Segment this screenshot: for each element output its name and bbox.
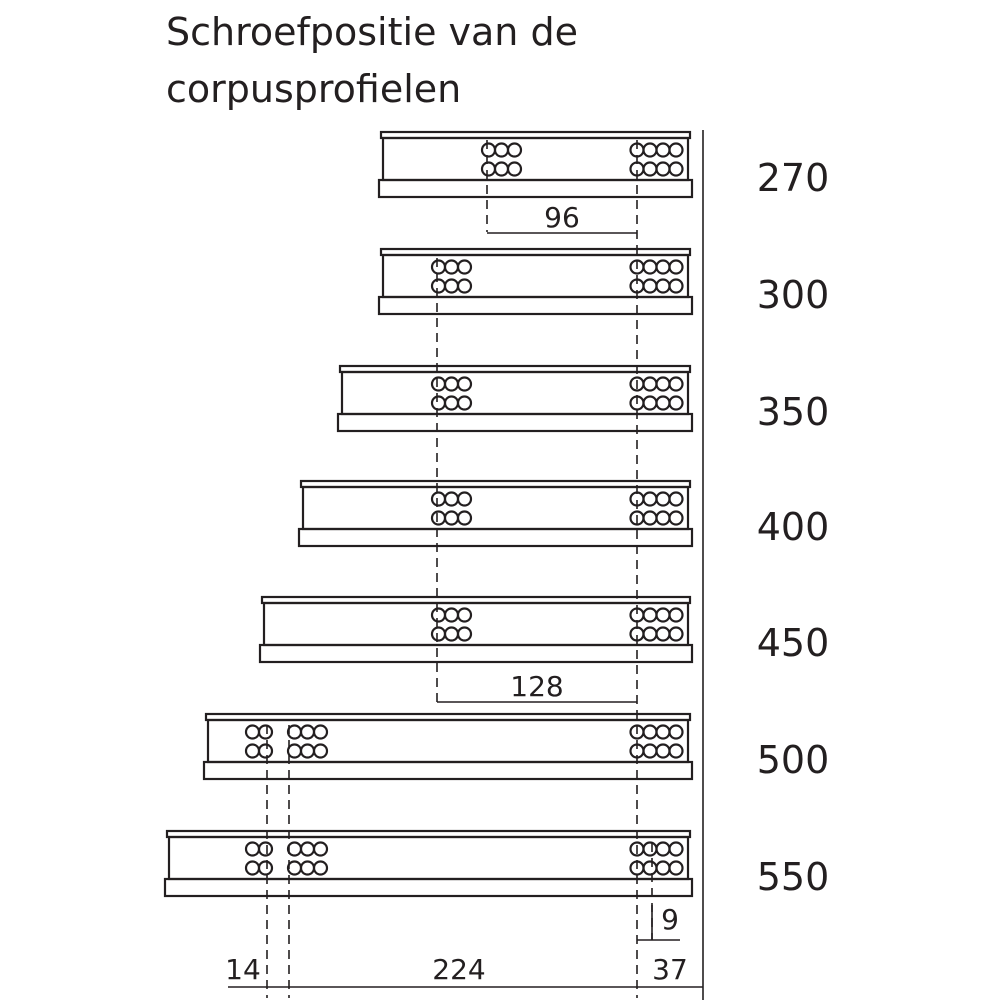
screw-hole — [670, 397, 683, 410]
screw-hole — [670, 144, 683, 157]
length-labels — [757, 156, 830, 899]
profile-550 — [165, 831, 692, 896]
screw-hole — [432, 628, 445, 641]
screw-hole — [445, 261, 458, 274]
screw-hole — [301, 843, 314, 856]
screw-hole — [288, 862, 301, 875]
screw-hole — [670, 862, 683, 875]
screw-hole — [314, 862, 327, 875]
screw-hole — [670, 280, 683, 293]
screw-hole — [432, 609, 445, 622]
screw-hole — [670, 745, 683, 758]
length-label: 450 — [756, 621, 830, 665]
screw-hole — [445, 512, 458, 525]
length-label: 350 — [756, 390, 830, 434]
labels-layer — [225, 201, 688, 986]
screw-hole — [644, 726, 657, 739]
screw-hole — [288, 745, 301, 758]
profile-bottom-flange — [204, 762, 692, 779]
profile-bottom-flange — [260, 645, 692, 662]
screw-hole — [458, 378, 471, 391]
length-label: 550 — [756, 855, 830, 899]
screw-hole — [657, 512, 670, 525]
screw-hole — [314, 726, 327, 739]
screw-hole — [259, 745, 272, 758]
screw-hole — [432, 493, 445, 506]
screw-hole — [670, 609, 683, 622]
screw-hole — [657, 726, 670, 739]
length-label: 500 — [756, 738, 830, 782]
screw-hole — [644, 378, 657, 391]
screw-hole — [314, 843, 327, 856]
screw-hole — [495, 144, 508, 157]
screw-hole — [657, 261, 670, 274]
screw-hole — [670, 726, 683, 739]
screw-hole — [670, 628, 683, 641]
screw-hole — [657, 397, 670, 410]
screw-hole — [644, 512, 657, 525]
screw-hole — [482, 144, 495, 157]
screw-hole — [432, 280, 445, 293]
profile-bottom-flange — [165, 879, 692, 896]
screw-hole — [644, 163, 657, 176]
profile-body — [208, 720, 688, 762]
screw-hole — [259, 843, 272, 856]
screw-hole — [670, 378, 683, 391]
screw-hole — [644, 397, 657, 410]
screw-hole — [657, 493, 670, 506]
screw-hole — [445, 628, 458, 641]
profile-400 — [299, 481, 692, 546]
screw-hole — [432, 261, 445, 274]
screw-hole — [314, 745, 327, 758]
dim-224-label: 224 — [432, 953, 486, 986]
screw-hole — [458, 397, 471, 410]
profile-270 — [379, 132, 692, 197]
screw-hole — [246, 745, 259, 758]
screw-hole — [670, 261, 683, 274]
screw-hole — [301, 745, 314, 758]
screw-hole — [288, 726, 301, 739]
screw-hole — [644, 843, 657, 856]
screw-hole — [644, 493, 657, 506]
profile-300 — [379, 249, 692, 314]
title-line-2: corpusprofielen — [166, 67, 462, 111]
length-label: 400 — [756, 505, 830, 549]
profiles-layer — [165, 132, 692, 896]
profile-body — [303, 487, 688, 529]
screw-hole — [288, 843, 301, 856]
screw-hole — [259, 726, 272, 739]
dim-14-label: 14 — [225, 953, 261, 986]
profile-bottom-flange — [338, 414, 692, 431]
screw-hole — [458, 261, 471, 274]
profile-500 — [204, 714, 692, 779]
screw-hole — [301, 862, 314, 875]
screw-hole — [445, 609, 458, 622]
screw-hole — [508, 144, 521, 157]
profile-bottom-flange — [379, 297, 692, 314]
screw-hole — [644, 628, 657, 641]
screw-hole — [657, 609, 670, 622]
screw-hole — [670, 493, 683, 506]
screw-hole — [644, 280, 657, 293]
dim-9-label: 9 — [661, 903, 679, 936]
dim-128-label: 128 — [510, 670, 564, 703]
screw-hole — [246, 843, 259, 856]
screw-hole — [508, 163, 521, 176]
screw-hole — [670, 843, 683, 856]
dim-37-label: 37 — [652, 953, 688, 986]
screw-hole — [445, 397, 458, 410]
length-label: 270 — [756, 156, 830, 200]
screw-hole — [458, 493, 471, 506]
screw-hole — [657, 843, 670, 856]
screw-hole — [657, 144, 670, 157]
screw-hole — [644, 745, 657, 758]
screw-hole — [458, 628, 471, 641]
profile-350 — [338, 366, 692, 431]
screw-hole — [657, 745, 670, 758]
screw-hole — [657, 378, 670, 391]
screw-hole — [301, 726, 314, 739]
screw-hole — [246, 726, 259, 739]
screw-hole — [445, 493, 458, 506]
screw-hole — [670, 512, 683, 525]
screw-hole — [432, 512, 445, 525]
profile-bottom-flange — [379, 180, 692, 197]
screw-hole — [458, 609, 471, 622]
profile-body — [264, 603, 688, 645]
screw-hole — [644, 862, 657, 875]
screw-hole — [644, 261, 657, 274]
screw-hole — [445, 378, 458, 391]
profile-450 — [260, 597, 692, 662]
screw-hole — [657, 280, 670, 293]
screw-hole — [458, 280, 471, 293]
screw-hole — [458, 512, 471, 525]
length-label: 300 — [756, 273, 830, 317]
screw-hole — [445, 280, 458, 293]
title-line-1: Schroefpositie van de — [166, 10, 578, 54]
screw-hole — [495, 163, 508, 176]
screw-hole — [432, 397, 445, 410]
screw-hole — [259, 862, 272, 875]
dim-96-label: 96 — [544, 201, 580, 234]
screw-hole — [657, 628, 670, 641]
screw-hole — [482, 163, 495, 176]
screw-hole — [432, 378, 445, 391]
screw-hole — [657, 163, 670, 176]
profile-bottom-flange — [299, 529, 692, 546]
screw-hole — [644, 609, 657, 622]
screw-hole — [657, 862, 670, 875]
screw-hole — [246, 862, 259, 875]
screw-hole — [644, 144, 657, 157]
screw-hole — [670, 163, 683, 176]
